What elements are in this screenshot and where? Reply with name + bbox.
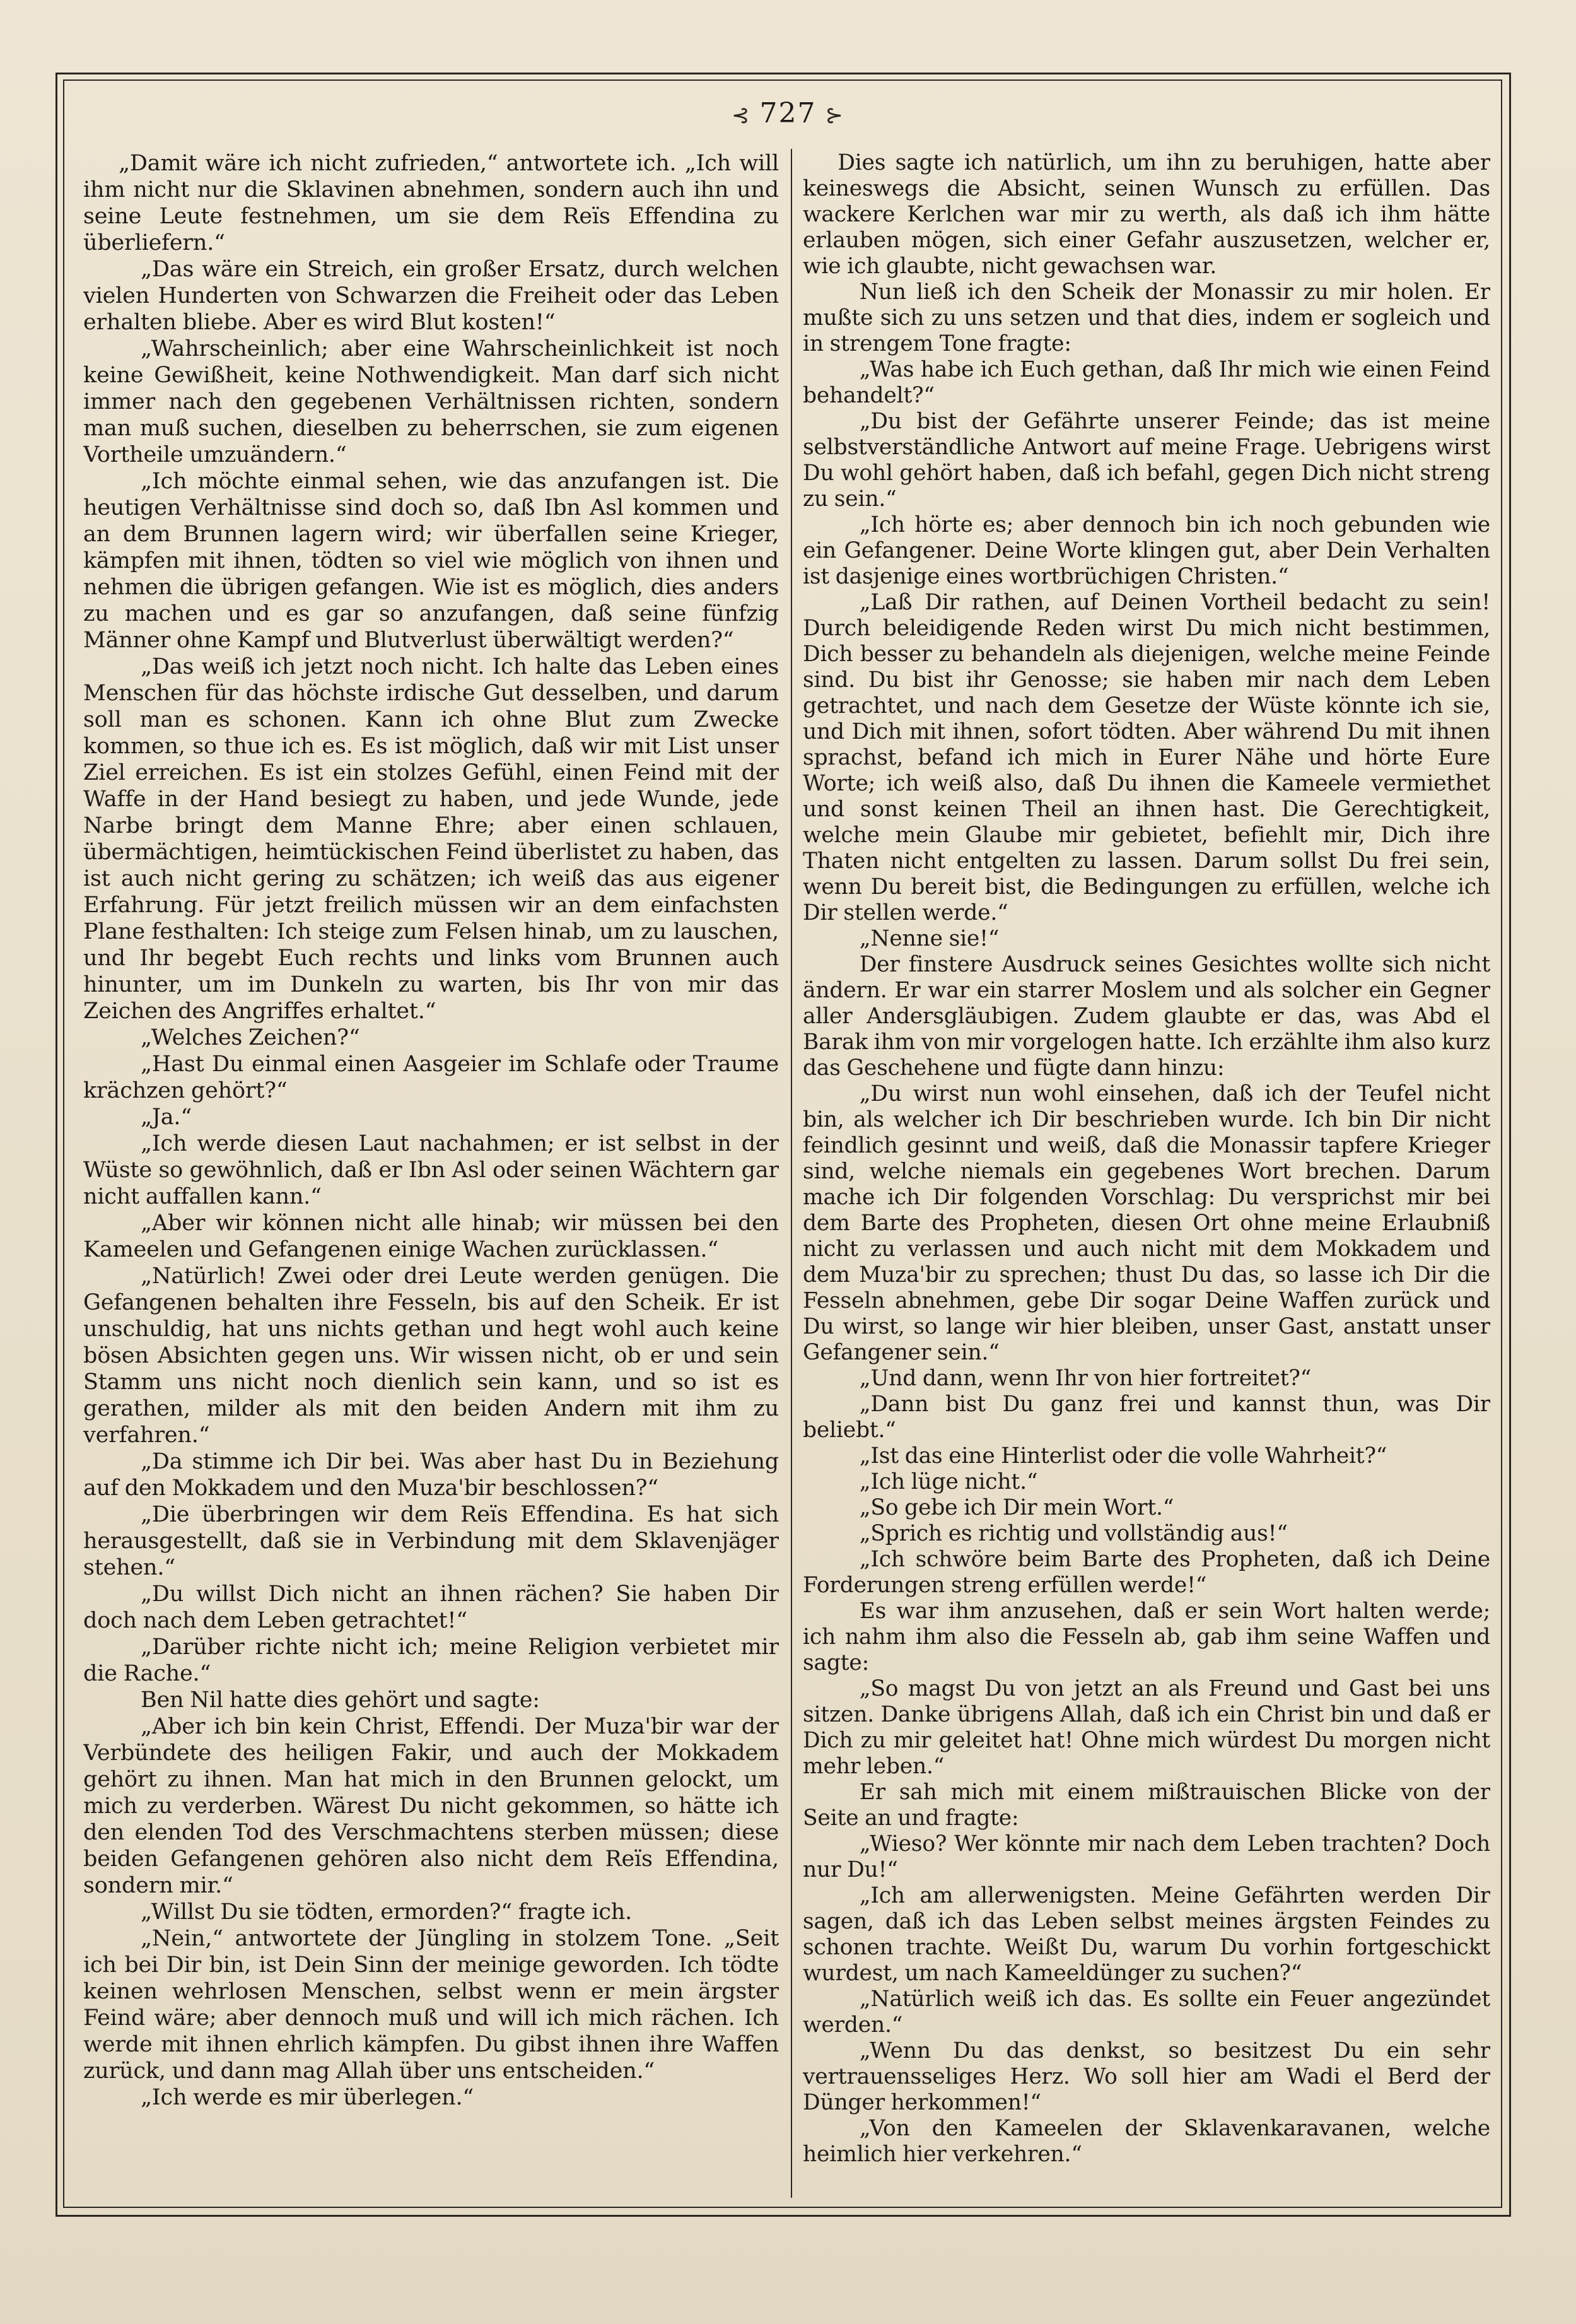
paragraph: „Du bist der Gefährte unserer Feinde; das ist meine selbstverständliche Antwort auf meine Frage. Uebrigens wirst Du wohl gehört haben, daß ich befahl, gegen Dich nicht streng zu sein.“ [803, 409, 1490, 512]
paragraph: „Ich hörte es; aber dennoch bin ich noch gebunden wie ein Gefangener. Deine Worte klingen gut, aber Dein Verhalten ist dasjenige eines wortbrüchigen Christen.“ [803, 512, 1490, 589]
paragraph: Der finstere Ausdruck seines Gesichtes wollte sich nicht ändern. Er war ein starrer Moslem und als solcher ein Gegner aller Andersgläubigen. Zudem glaubte er das, was Abd el Barak ihm von mir vorgelogen hatte. Ich erzählte ihm also kurz das Geschehene und fügte dann hinzu: [803, 952, 1490, 1081]
paragraph: „So magst Du von jetzt an als Freund und Gast bei uns sitzen. Danke übrigens Allah, daß ich ein Christ bin und daß er Dich zu mir geleitet hat! Ohne mich würdest Du morgen nicht mehr leben.“ [803, 1676, 1490, 1779]
paragraph: „Natürlich weiß ich das. Es sollte ein Feuer angezündet werden.“ [803, 1987, 1490, 2038]
paragraph: „Hast Du einmal einen Aasgeier im Schlafe oder Traume krächzen gehört?“ [83, 1052, 779, 1103]
paragraph: „Willst Du sie tödten, ermorden?“ fragte ich. [141, 1899, 633, 1925]
paragraph: „Da stimme ich Dir bei. Was aber hast Du in Beziehung auf den Mokkadem und den Muza'bir beschlossen?“ [83, 1449, 779, 1501]
paragraph: „Ich lüge nicht.“ [859, 1469, 1038, 1494]
text-column-left [83, 150, 779, 2197]
paragraph: Dies sagte ich natürlich, um ihn zu beruhigen, hatte aber keineswegs die Absicht, seinen Wunsch zu erfüllen. Das wackere Kerlchen war mir zu werth, als daß ich ihm hätte erlauben mögen, sich einer Gefahr auszusetzen, welcher er, wie ich glaubte, nicht gewachsen war. [803, 150, 1490, 279]
paragraph: „Nein,“ antwortete der Jüngling in stolzem Tone. „Seit ich bei Dir bin, ist Dein Sinn der meinige geworden. Ich tödte keinen wehrlosen Menschen, selbst wenn er mein ärgster Feind wäre; aber dennoch muß und will ich mich rächen. Ich werde mit ihnen ehrlich kämpfen. Du gibst ihnen ihre Waffen zurück, und dann mag Allah über uns entscheiden.“ [83, 1926, 779, 2084]
paragraph: „Wahrscheinlich; aber eine Wahrscheinlichkeit ist noch keine Gewißheit, keine Nothwendigkeit. Man darf sich nicht immer nach den gegebenen Verhältnissen richten, sondern man muß suchen, dieselben zu beherrschen, sie zum eigenen Vortheile umzuändern.“ [83, 336, 779, 467]
paragraph: „Aber wir können nicht alle hinab; wir müssen bei den Kameelen und Gefangenen einige Wachen zurücklassen.“ [83, 1211, 779, 1262]
paragraph: „Ja.“ [141, 1105, 192, 1130]
paragraph: „Ich am allerwenigsten. Meine Gefährten werden Dir sagen, daß ich das Leben selbst meines ärgsten Feindes zu schonen trachte. Weißt Du, warum Du vorhin fortgeschickt wurdest, um nach Kameeldünger zu suchen?“ [803, 1883, 1490, 1986]
ornament-right-icon: ⊱ [825, 103, 844, 128]
paragraph: „Von den Kameelen der Sklavenkaravanen, welche heimlich hier verkehren.“ [803, 2116, 1490, 2167]
paragraph: „Welches Zeichen?“ [141, 1025, 360, 1050]
paragraph: „Das wäre ein Streich, ein großer Ersatz, durch welchen vielen Hunderten von Schwarzen die Freiheit oder das Leben erhalten bliebe. Aber es wird Blut kosten!“ [83, 257, 779, 335]
paragraph: „Und dann, wenn Ihr von hier fortreitet?“ [859, 1366, 1312, 1391]
paragraph: „Das weiß ich jetzt noch nicht. Ich halte das Leben eines Menschen für das höchste irdische Gut desselben, und darum soll man es schonen. Kann ich ohne Blut zum Zwecke kommen, so thue ich es. Es ist möglich, daß wir mit List unser Ziel erreichen. Es ist ein stolzes Gefühl, einen Feind mit der Waffe in der Hand besiegt zu haben, und jede Wunde, jede Narbe bringt dem Manne Ehre; aber einen schlauen, übermächtigen, heimtückischen Feind überlistet zu haben, das ist auch nicht gering zu schätzen; ich weiß das aus eigener Erfahrung. Für jetzt freilich müssen wir an dem einfachsten Plane festhalten: Ich steige zum Felsen hinab, um zu lauschen, und Ihr begebt Euch rechts und links vom Brunnen auch hinunter, um im Dunkeln zu warten, bis Ihr von mir das Zeichen des Angriffes erhaltet.“ [83, 654, 779, 1024]
paragraph: „Ich werde es mir überlegen.“ [141, 2085, 474, 2110]
paragraph: „Was habe ich Euch gethan, daß Ihr mich wie einen Feind behandelt?“ [803, 357, 1490, 408]
paragraph: „Aber ich bin kein Christ, Effendi. Der Muza'bir war der Verbündete des heiligen Fakir, und auch der Mokkadem gehört zu ihnen. Man hat mich in den Brunnen gelockt, um mich zu verderben. Wärest Du nicht gekommen, so hätte ich den elenden Tod des Verschmachtens sterben müssen; diese beiden Gefangenen gehören also nicht dem Reïs Effendina, sondern mir.“ [83, 1714, 779, 1898]
text-column-right [803, 150, 1490, 2197]
paragraph: „Du wirst nun wohl einsehen, daß ich der Teufel nicht bin, als welcher ich Dir beschrieben wurde. Ich bin Dir nicht feindlich gesinnt und weiß, daß die Monassir tapfere Krieger sind, welche niemals ein gegebenes Wort brechen. Darum mache ich Dir folgenden Vorschlag: Du versprichst mir bei dem Barte des Propheten, diesen Ort ohne meine Erlaubniß nicht zu verlassen und auch nicht mit dem Mokkadem und dem Muza'bir zu sprechen; thust Du das, so lasse ich Dir die Fesseln abnehmen, gebe Dir sogar Deine Waffen zurück und Du wirst, so lange wir hier bleiben, unser Gast, anstatt unser Gefangener sein.“ [803, 1081, 1490, 1365]
paragraph: Es war ihm anzusehen, daß er sein Wort halten werde; ich nahm ihm also die Fesseln ab, gab ihm seine Waffen und sagte: [803, 1599, 1490, 1676]
paragraph: „Dann bist Du ganz frei und kannst thun, was Dir beliebt.“ [803, 1392, 1490, 1443]
paragraph: „Laß Dir rathen, auf Deinen Vortheil bedacht zu sein! Durch beleidigende Reden wirst Du mich nicht bestimmen, Dich besser zu behandeln als diejenigen, welche meine Feinde sind. Du bist ihr Genosse; sie haben mir nach dem Leben getrachtet, und nach dem Gesetze der Wüste könnte ich sie, und Dich mit ihnen, sofort tödten. Aber während Du mit ihnen sprachst, befand ich mich in Eurer Nähe und hörte Eure Worte; ich weiß also, daß Du ihnen die Kameele vermiethet und sonst keinen Theil an ihnen hast. Die Gerechtigkeit, welche mein Glaube mir gebietet, befiehlt mir, Dich ihre Thaten nicht entgelten zu lassen. Darum sollst Du frei sein, wenn Du bereit bist, die Bedingungen zu erfüllen, welche ich Dir stellen werde.“ [803, 590, 1490, 925]
paragraph: Nun ließ ich den Scheik der Monassir zu mir holen. Er mußte sich zu uns setzen und that dies, indem er sogleich und in strengem Tone fragte: [803, 279, 1490, 356]
paragraph: „Wieso? Wer könnte mir nach dem Leben trachten? Doch nur Du!“ [803, 1831, 1490, 1882]
page-number-header [0, 95, 1576, 134]
page-number: 727 [759, 97, 817, 129]
paragraph: „Ist das eine Hinterlist oder die volle Wahrheit?“ [859, 1443, 1387, 1469]
paragraph: „So gebe ich Dir mein Wort.“ [859, 1495, 1174, 1520]
paragraph: Ben Nil hatte dies gehört und sagte: [141, 1687, 540, 1713]
paragraph: „Natürlich! Zwei oder drei Leute werden genügen. Die Gefangenen behalten ihre Fesseln, bis auf den Scheik. Er ist unschuldig, hat uns nichts gethan und hegt wohl auch keine bösen Absichten gegen uns. Wir wissen nicht, ob er und sein Stamm uns nicht noch dienlich sein kann, und so ist es gerathen, milder als mit den beiden Andern mit ihm zu verfahren.“ [83, 1264, 779, 1448]
paragraph: „Wenn Du das denkst, so besitzest Du ein sehr vertrauensseliges Herz. Wo soll hier am Wadi el Berd der Dünger herkommen!“ [803, 2038, 1490, 2115]
paragraph: „Ich werde diesen Laut nachahmen; er ist selbst in der Wüste so gewöhnlich, daß er Ibn Asl oder seinen Wächtern gar nicht auffallen kann.“ [83, 1131, 779, 1209]
paragraph: „Die überbringen wir dem Reïs Effendina. Es hat sich herausgestellt, daß sie in Verbindung mit dem Sklavenjäger stehen.“ [83, 1502, 779, 1580]
paragraph: „Darüber richte nicht ich; meine Religion verbietet mir die Rache.“ [83, 1634, 779, 1686]
ornament-left-icon: ⊰ [732, 103, 751, 128]
paragraph: „Du willst Dich nicht an ihnen rächen? Sie haben Dir doch nach dem Leben getrachtet!“ [83, 1582, 779, 1633]
paragraph: „Damit wäre ich nicht zufrieden,“ antwortete ich. „Ich will ihm nicht nur die Sklavinen abnehmen, sondern auch ihn und seine Leute festnehmen, um sie dem Reïs Effendina zu überliefern.“ [83, 151, 779, 255]
paragraph: „Sprich es richtig und vollständig aus!“ [859, 1521, 1288, 1546]
column-divider [791, 149, 792, 2198]
paragraph: „Nenne sie!“ [859, 926, 1000, 951]
paragraph: „Ich schwöre beim Barte des Propheten, daß ich Deine Forderungen streng erfüllen werde!“ [803, 1547, 1490, 1598]
paragraph: Er sah mich mit einem mißtrauischen Blicke von der Seite an und fragte: [803, 1780, 1490, 1831]
paragraph: „Ich möchte einmal sehen, wie das anzufangen ist. Die heutigen Verhältnisse sind doch so, daß Ibn Asl kommen und an dem Brunnen lagern wird; wir überfallen seine Krieger, kämpfen mit ihnen, tödten so viel wie möglich von ihnen und nehmen die übrigen gefangen. Wie ist es möglich, dies anders zu machen und es gar so anzufangen, daß seine fünfzig Männer ohne Kampf und Blutverlust überwältigt werden?“ [83, 469, 779, 653]
